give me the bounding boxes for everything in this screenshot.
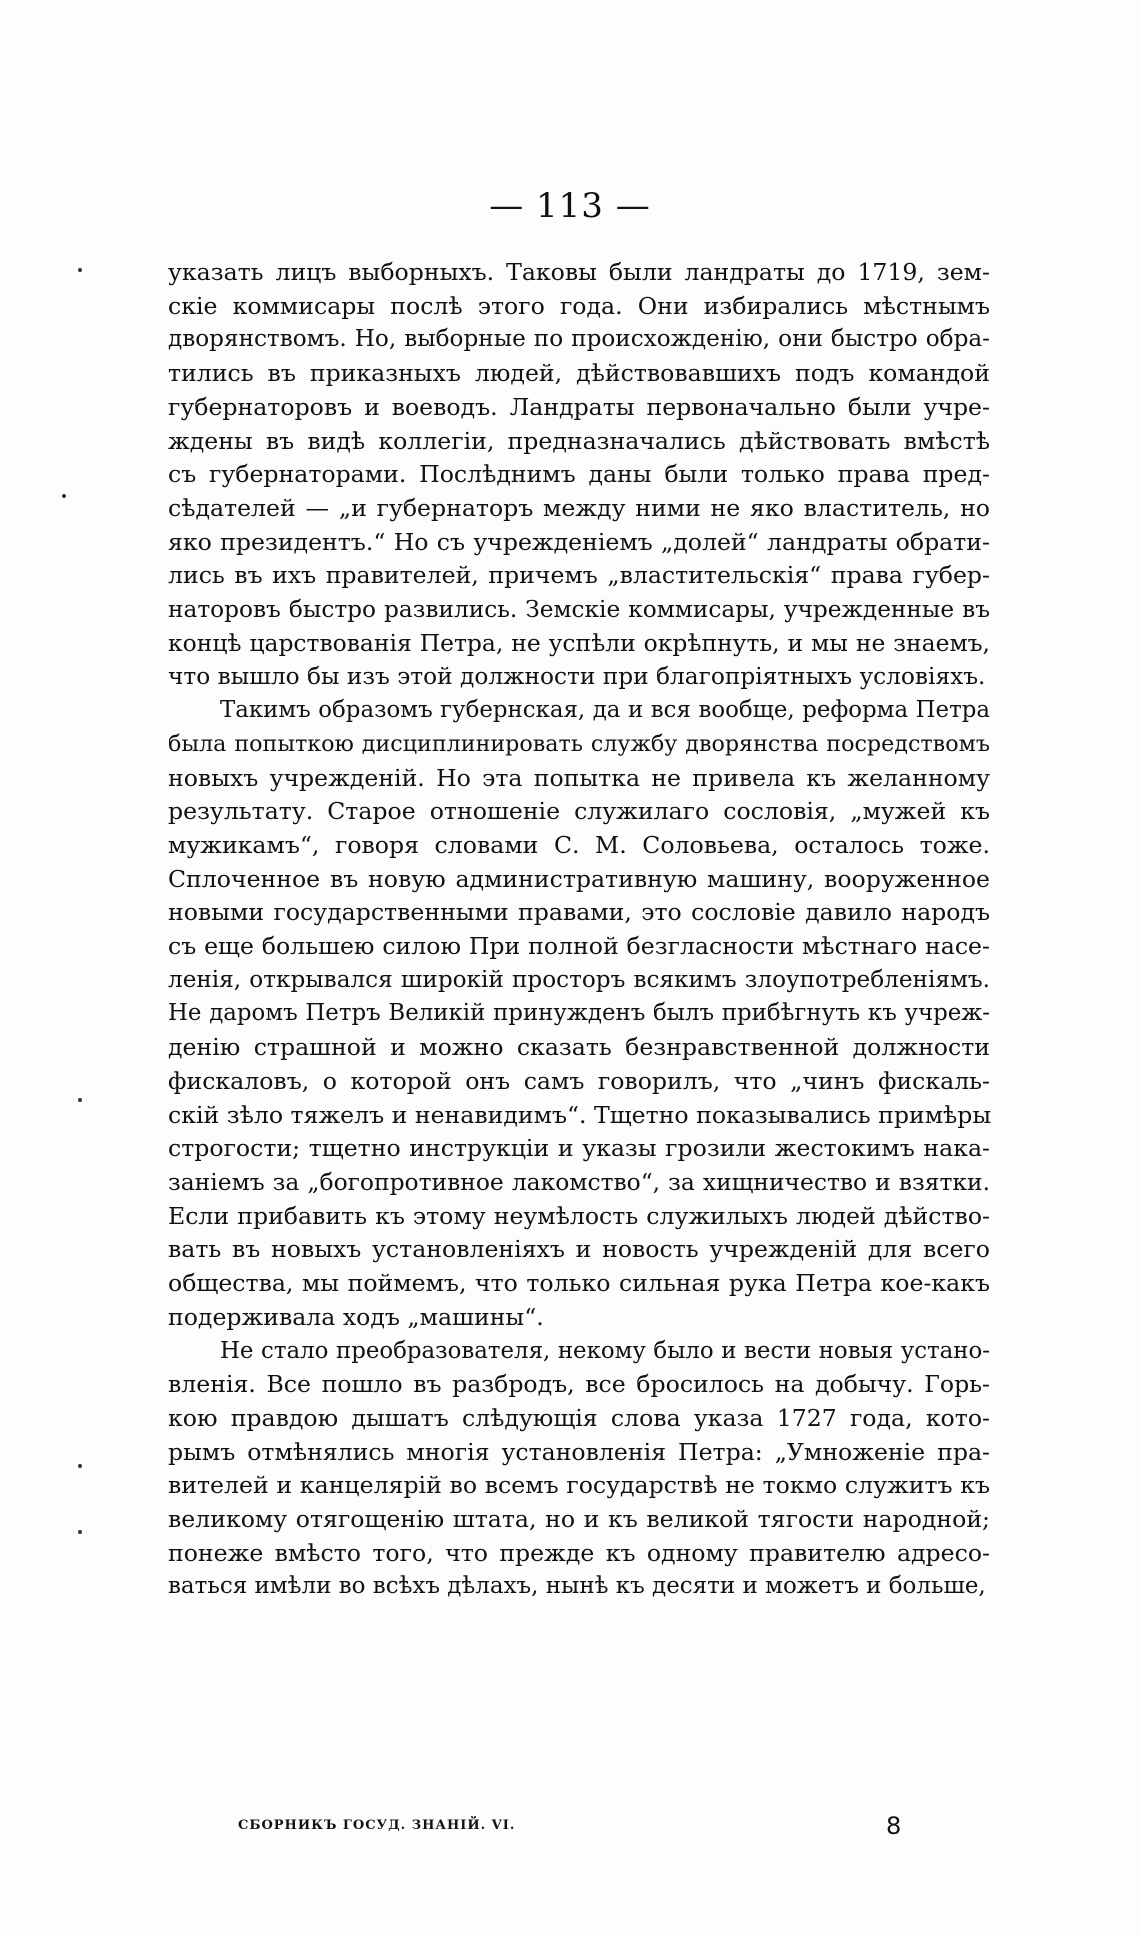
text-line: сѣдателей — „и губернаторъ между ними не яко властитель, но xyxy=(168,493,990,522)
text-line: Если прибавить къ этому неумѣлость служилыхъ людей дѣйство- xyxy=(168,1201,990,1230)
margin-speck xyxy=(78,268,82,272)
paragraph xyxy=(168,1335,990,1605)
text-line: вителей и канцелярій во всемъ государствѣ не токмо служитъ къ xyxy=(168,1471,990,1500)
text-line: скіе коммисары послѣ этого года. Они избирались мѣстнымъ xyxy=(168,291,990,320)
text-line: ждены въ видѣ коллегіи, предназначались дѣйствовать вмѣстѣ xyxy=(168,426,990,455)
text-line: строгости; тщетно инструкціи и указы грозили жестокимъ нака- xyxy=(168,1134,990,1163)
text-line: ленія, открывался широкій просторъ всякимъ злоупотребленіямъ. xyxy=(168,966,990,993)
text-line: понеже вмѣсто того, что прежде къ одному правителю адресо- xyxy=(168,1538,990,1567)
margin-speck xyxy=(62,494,66,498)
margin-speck xyxy=(78,1098,82,1102)
text-line: скій зѣло тяжелъ и ненавидимъ“. Тщетно показывались примѣры xyxy=(168,1100,992,1129)
text-line: новыми государственными правами, это сословіе давило народъ xyxy=(168,898,990,927)
text-line: вленія. Все пошло въ разбродъ, все бросилось на добычу. Горь- xyxy=(168,1370,990,1399)
text-line: великому отягощенію штата, но и къ великой тягости народной; xyxy=(168,1505,990,1534)
text-line: фискаловъ, о которой онъ самъ говорилъ, что „чинъ фискаль- xyxy=(168,1066,990,1095)
text-line: Такимъ образомъ губернская, да и вся вообще, реформа Петра xyxy=(220,697,990,724)
text-line: что вышло бы изъ этой должности при благопріятныхъ условіяхъ. xyxy=(168,663,986,691)
text-line: указать лицъ выборныхъ. Таковы были ландраты до 1719, зем- xyxy=(168,258,990,286)
text-line: Не даромъ Петръ Великій принужденъ былъ прибѣгнуть къ учреж- xyxy=(168,1000,990,1027)
body-text xyxy=(168,256,990,1604)
sheet-number: 8 xyxy=(886,1812,902,1840)
text-line: наторовъ быстро развились. Земскіе коммисары, учрежденные въ xyxy=(168,596,990,624)
signature-mark: СБОРНИКЪ ГОСУД. ЗНАНІЙ. VI. xyxy=(238,1818,516,1833)
text-line: съ еще большею силою При полной безгласности мѣстнаго насе- xyxy=(168,932,990,961)
page-number: — 113 — xyxy=(489,186,651,226)
text-line: общества, мы поймемъ, что только сильная рука Петра кое-какъ xyxy=(168,1269,990,1298)
text-line: подерживала ходъ „машины“. xyxy=(168,1302,544,1331)
paragraph xyxy=(168,256,990,694)
margin-speck xyxy=(78,1464,82,1468)
text-line: съ губернаторами. Послѣднимъ даны были только права пред- xyxy=(168,460,990,489)
text-line: Сплоченное въ новую административную машину, вооруженное xyxy=(168,864,990,893)
text-line: губернаторовъ и воеводъ. Ландраты первоначально были учре- xyxy=(168,392,990,421)
text-line: заніемъ за „богопротивное лакомство“, за хищничество и взятки. xyxy=(168,1167,990,1196)
text-line: тились въ приказныхъ людей, дѣйствовавшихъ подъ командой xyxy=(168,359,990,388)
text-line: была попыткою дисциплинировать службу дворянства посредствомъ xyxy=(168,730,990,757)
text-line: денію страшной и можно сказать безнравственной должности xyxy=(168,1033,990,1062)
margin-speck xyxy=(78,1530,82,1534)
paragraph xyxy=(168,694,990,1334)
text-line: яко президентъ.“ Но съ учрежденіемъ „долей“ ландраты обрати- xyxy=(168,527,990,556)
text-line: результату. Старое отношеніе служилаго сословія, „мужей къ xyxy=(168,797,990,826)
text-line: кою правдою дышатъ слѣдующія слова указа 1727 года, кото- xyxy=(168,1403,990,1432)
text-line: дворянствомъ. Но, выборные по происхожденію, они быстро обра- xyxy=(168,326,990,353)
text-line: рымъ отмѣнялись многія установленія Петра: „Умноженіе пра- xyxy=(168,1437,990,1466)
text-line: мужикамъ“, говоря словами С. М. Соловьева, осталось тоже. xyxy=(168,830,990,859)
text-line: новыхъ учрежденій. Но эта попытка не привела къ желанному xyxy=(168,763,990,792)
text-line: ваться имѣли во всѣхъ дѣлахъ, нынѣ къ десяти и можетъ и больше, xyxy=(168,1573,986,1600)
text-line: концѣ царствованія Петра, не успѣли окрѣпнуть, и мы не знаемъ, xyxy=(168,628,990,657)
text-line: Не стало преобразователя, некому было и вести новыя устано- xyxy=(220,1337,990,1364)
text-line: лись въ ихъ правителей, причемъ „властительскія“ права губер- xyxy=(168,561,990,590)
text-line: вать въ новыхъ установленіяхъ и новость учрежденій для всего xyxy=(168,1235,990,1264)
